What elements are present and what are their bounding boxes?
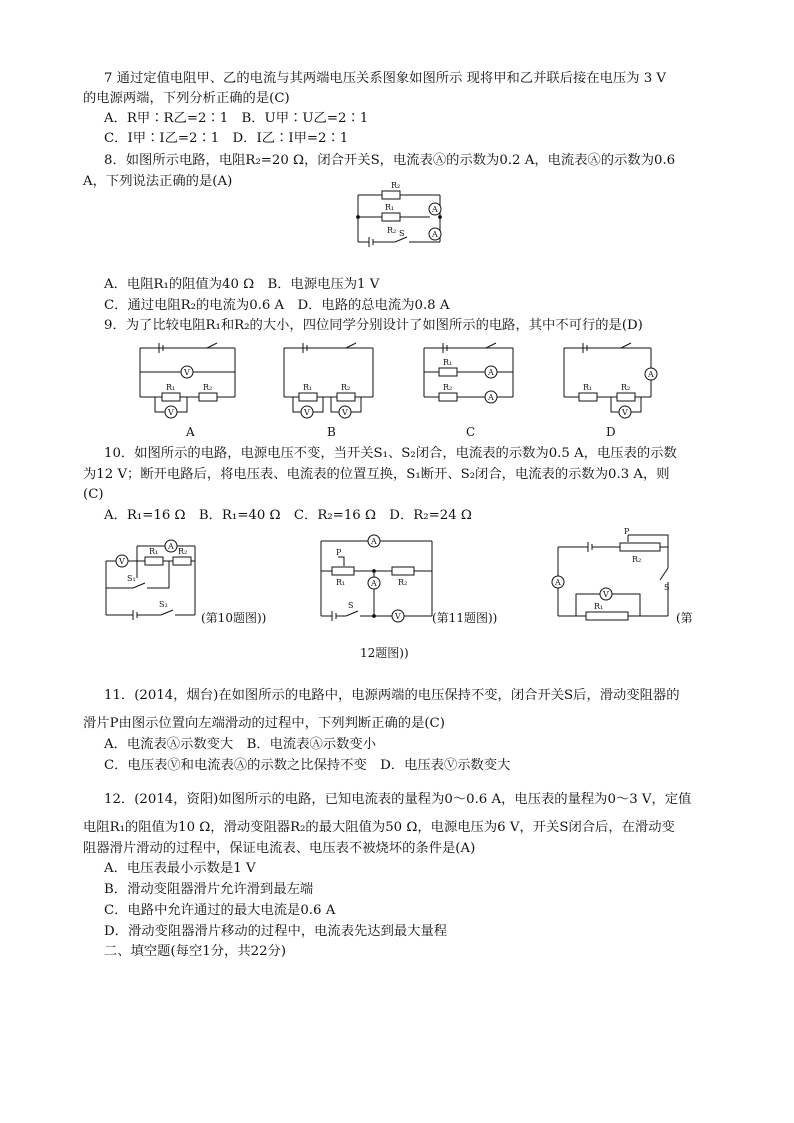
svg-text:S: S [348, 601, 354, 610]
svg-text:A: A [488, 368, 494, 377]
svg-text:V: V [395, 612, 401, 621]
svg-text:V: V [342, 408, 348, 417]
svg-text:R₁: R₁ [149, 547, 159, 556]
q10-stem-line2: 为12 V；断开电路后，将电压表、电流表的位置互换，S₁断开、S₂闭合，电流表的示数为0.3 A，则 [83, 467, 670, 482]
q12-option-b: B．滑动变阻器滑片允许滑到最左端 [104, 882, 314, 897]
section-2-heading: 二、填空题(每空1分，共22分) [104, 944, 287, 959]
svg-text:A: A [488, 393, 494, 402]
q12-stem-line2: 电阻R₁的阻值为10 Ω，滑动变阻器R₂的最大阻值为50 Ω，电源电压为6 V，开关S闭合后，在滑动变 [83, 820, 675, 835]
q9-label-c: C [466, 425, 476, 439]
svg-text:S: S [664, 583, 670, 592]
q7-options-cd: C．I甲∶I乙=2∶1 D．I乙∶I甲=2∶1 [104, 131, 349, 146]
q10-stem-line1: 10．如图所示的电路，电源电压不变，当开关S₁、S₂闭合，电流表的示数为0.5 A，电压表的示数 [104, 446, 677, 461]
svg-text:R₂: R₂ [443, 383, 453, 392]
q12-option-a: A．电压表最小示数是1 V [104, 861, 256, 876]
svg-text:S₁: S₁ [127, 574, 136, 583]
svg-text:V: V [304, 408, 310, 417]
fig11-circuit [318, 531, 438, 626]
q8-stem-line1: 8．如图所示电路，电阻R₂=20 Ω，闭合开关S，电流表Ⓐ的示数为0.2 A，电流表Ⓐ的示数为0.6 [104, 153, 676, 168]
svg-text:A: A [555, 578, 561, 587]
svg-text:V: V [603, 590, 609, 599]
q11-options-cd: C．电压表Ⓥ和电流表Ⓐ的示数之比保持不变 D．电压表Ⓥ示数变大 [104, 758, 511, 773]
q7-options-ab: A．R甲∶R乙=2∶1 B．U甲∶U乙=2∶1 [104, 111, 369, 126]
svg-text:R₂: R₂ [203, 383, 213, 392]
fig12-caption-end: 12题图)) [360, 646, 409, 660]
q9-label-d: D [606, 425, 616, 439]
q9-label-b: B [327, 425, 336, 439]
svg-text:P: P [336, 548, 342, 557]
q11-stem-line1: 11．(2014，烟台)在如图所示的电路中，电源两端的电压保持不变，闭合开关S后，滑动变阻器的 [104, 688, 680, 703]
q8-ammeter-1: A [432, 205, 438, 214]
q8-options-cd: C．通过电阻R₂的电流为0.6 A D．电路的总电流为0.8 A [104, 298, 450, 313]
q8-r1-label: R₁ [385, 203, 395, 212]
svg-text:V: V [184, 368, 190, 377]
svg-text:R₁: R₁ [166, 383, 176, 392]
q9-label-a: A [186, 425, 195, 439]
svg-text:S₂: S₂ [159, 600, 168, 609]
q9-circuit-b [281, 342, 381, 432]
q8-stem-line2: A，下列说法正确的是(A) [83, 174, 233, 189]
svg-text:R₂: R₂ [632, 555, 642, 564]
fig12-caption-start: (第 [676, 611, 693, 625]
q7-stem-line1: 7 通过定值电阻甲、乙的电流与其两端电压关系图象如图所示 现将甲和乙并联后接在电压为 3 V [104, 71, 667, 86]
svg-text:V: V [119, 557, 125, 566]
svg-text:A: A [168, 542, 174, 551]
svg-text:R₁: R₁ [583, 383, 593, 392]
q9-circuit-c [421, 342, 521, 432]
q8-options-ab: A．电阻R₁的阻值为40 Ω B．电源电压为1 V [104, 277, 380, 292]
fig12-circuit [548, 527, 678, 627]
svg-text:R₁: R₁ [443, 358, 453, 367]
svg-text:A: A [648, 370, 654, 379]
svg-text:V: V [622, 408, 628, 417]
svg-text:V: V [168, 408, 174, 417]
q8-circuit-diagram [355, 181, 455, 250]
q8-switch-label: S [399, 229, 405, 238]
q9-circuit-a [137, 342, 242, 432]
svg-text:R₁: R₁ [336, 578, 346, 587]
svg-text:A: A [371, 537, 377, 546]
q11-stem-line2: 滑片P由图示位置向左端滑动的过程中，下列判断正确的是(C) [83, 716, 445, 731]
q9-circuit-d [561, 342, 661, 432]
svg-text:R₂: R₂ [398, 578, 408, 587]
q10-options: A．R₁=16 Ω B．R₁=40 Ω C．R₂=16 Ω D．R₂=24 Ω [104, 508, 472, 523]
svg-text:R₁: R₁ [594, 602, 604, 611]
svg-text:R₂: R₂ [178, 547, 188, 556]
fig11-caption: (第11题图)) [432, 611, 498, 625]
svg-text:P: P [624, 527, 630, 536]
q12-option-c: C．电路中允许通过的最大电流是0.6 A [104, 903, 336, 918]
fig10-caption: (第10题图)) [201, 611, 267, 625]
svg-text:R₂: R₂ [341, 383, 351, 392]
q9-stem: 9．为了比较电阻R₁和R₂的大小，四位同学分别设计了如图所示的电路，其中不可行的是(D) [104, 318, 643, 333]
q11-options-ab: A．电流表Ⓐ示数变大 B．电流表Ⓐ示数变小 [104, 737, 377, 752]
svg-text:A: A [371, 579, 377, 588]
q12-option-d: D．滑动变阻器滑片移动的过程中，电流表先达到最大量程 [104, 924, 448, 939]
svg-text:R₁: R₁ [303, 383, 313, 392]
q10-stem-line3: (C) [83, 487, 104, 502]
q7-stem-line2: 的电源两端，下列分析正确的是(C) [83, 91, 290, 106]
fig10-circuit [103, 533, 203, 623]
q8-r2b-label: R₂ [387, 226, 397, 235]
svg-text:R₂: R₂ [621, 383, 631, 392]
q12-stem-line1: 12．(2014，资阳)如图所示的电路，已知电流表的量程为0～0.6 A，电压表的量程为0～3 V，定值 [104, 792, 692, 807]
q8-r2-label: R₂ [391, 181, 401, 190]
q8-ammeter-2: A [432, 230, 438, 239]
q12-stem-line3: 阻器滑片滑动的过程中，保证电流表、电压表不被烧坏的条件是(A) [83, 841, 476, 856]
